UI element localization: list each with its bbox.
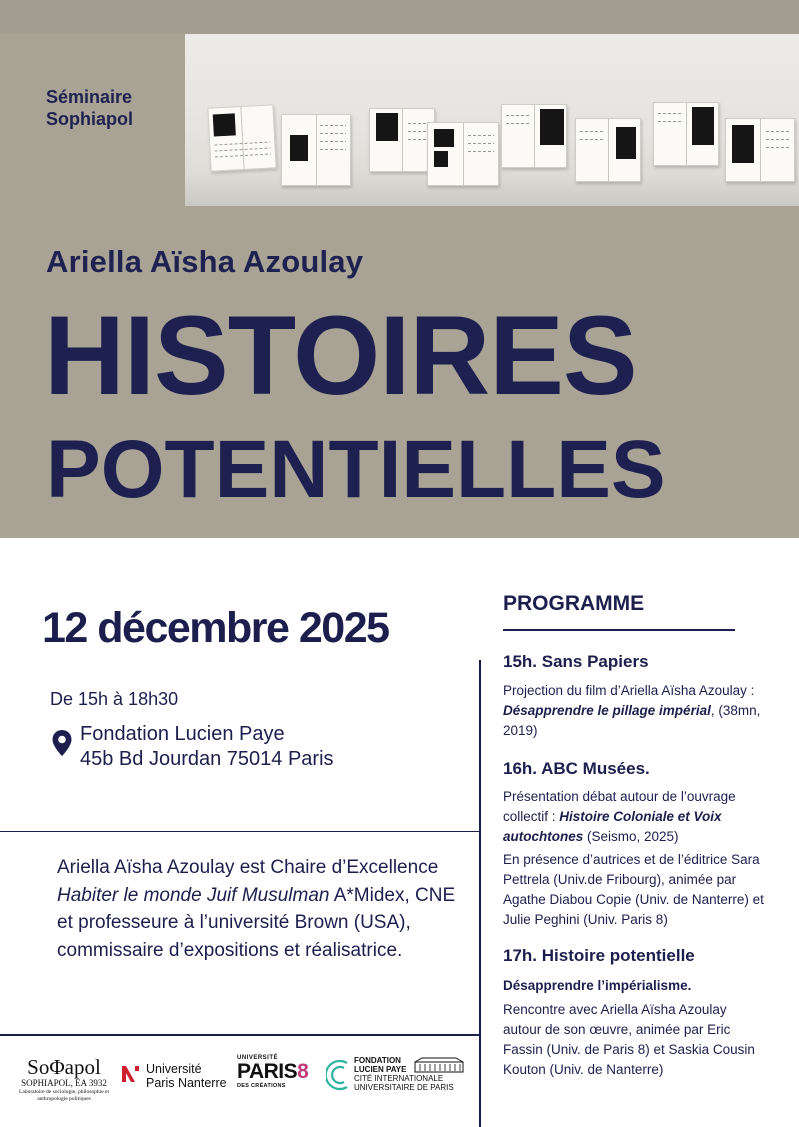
nanterre-mark-icon [121, 1064, 141, 1084]
location-pin-icon [52, 730, 72, 756]
session-1-text: Projection du film d’Ariella Aïsha Azoulay : Désapprendre le pillage impérial, (38mn, 2019) [503, 683, 761, 738]
section-divider [0, 831, 480, 832]
author-bio: Ariella Aïsha Azoulay est Chaire d’Excellence Habiter le monde Juif Musulman A*Midex, CNE et professeure à l’université Brown (USA), commissaire d’expositions et réalisatrice. [57, 857, 456, 961]
building-icon [414, 1057, 464, 1073]
title-line-1: HISTOIRES [44, 293, 637, 418]
partner-logos: SoΦapol SOPHIAPOL, EA 3932 Laboratoire de sociologie, philosophie et anthropologie politiques Université Paris Nanterre UNIVERSITÉ PARIS8 DES CRÉATIONS FONDATION LUCIEN PAYE CITÉ INTERNATIONALE UNIVERSITAIRE DE PARIS [0, 1036, 480, 1127]
programme-rule [503, 629, 735, 631]
session-3-title: 17h. Histoire potentielle [503, 946, 695, 965]
programme-heading: PROGRAMME [503, 592, 645, 615]
venue-address: 45b Bd Jourdan 75014 Paris [80, 748, 334, 770]
session-3-text: Rencontre avec Ariella Aïsha Azoulay autour de son œuvre, animée par Eric Fassin (Univ. de Paris 8) et Saskia Cousin Kouton (Univ. de Nanterre) [503, 1002, 755, 1077]
book-image [575, 118, 641, 182]
book-image [207, 104, 276, 171]
session-2-title: 16h. ABC Musées. [503, 759, 650, 778]
session-2-text: Présentation débat autour de l’ouvrage collectif : Histoire Coloniale et Voix autochtones (Seismo, 2025) [503, 789, 736, 844]
book-image [427, 122, 499, 186]
event-date: 12 décembre 2025 [42, 604, 389, 652]
book-image [501, 104, 567, 168]
session-1-title: 15h. Sans Papiers [503, 652, 649, 671]
paris8-logo: UNIVERSITÉ PARIS8 DES CRÉATIONS [237, 1055, 309, 1089]
ciup-c-icon [326, 1058, 350, 1092]
book-image [653, 102, 719, 166]
title-line-2: POTENTIELLES [46, 424, 666, 515]
event-hours: De 15h à 18h30 [50, 689, 179, 709]
session-3-subtitle: Désapprendre l’impérialisme. [503, 978, 692, 993]
book-image [281, 114, 351, 186]
hero-banner [0, 0, 799, 538]
seminar-label: Séminaire Sophiapol [46, 87, 133, 129]
book-image [725, 118, 795, 182]
fondation-lucien-paye-logo: FONDATION LUCIEN PAYE CITÉ INTERNATIONALE UNIVERSITAIRE DE PARIS [326, 1056, 476, 1100]
event-venue [80, 722, 334, 772]
sophiapol-logo: SoΦapol SOPHIAPOL, EA 3932 Laboratoire de sociologie, philosophie et anthropologie politiques [19, 1055, 109, 1102]
author-name: Ariella Aïsha Azoulay [46, 244, 364, 279]
venue-name: Fondation Lucien Paye [80, 723, 285, 745]
session-2-guests: En présence d’autrices et de l’éditrice Sara Pettrela (Univ.de Fribourg), animée par Agathe Diabou Copie (Univ. de Nanterre) et Julie Peghini (Univ. Paris 8) [503, 852, 764, 927]
books-photo [185, 34, 799, 206]
bio-chair-title: Habiter le monde Juif Musulman [57, 884, 330, 906]
book-title: Histoire Coloniale et Voix autochtones [503, 809, 722, 844]
top-band [0, 0, 799, 34]
book-image [369, 108, 435, 172]
film-title: Désapprendre le pillage impérial [503, 703, 711, 718]
